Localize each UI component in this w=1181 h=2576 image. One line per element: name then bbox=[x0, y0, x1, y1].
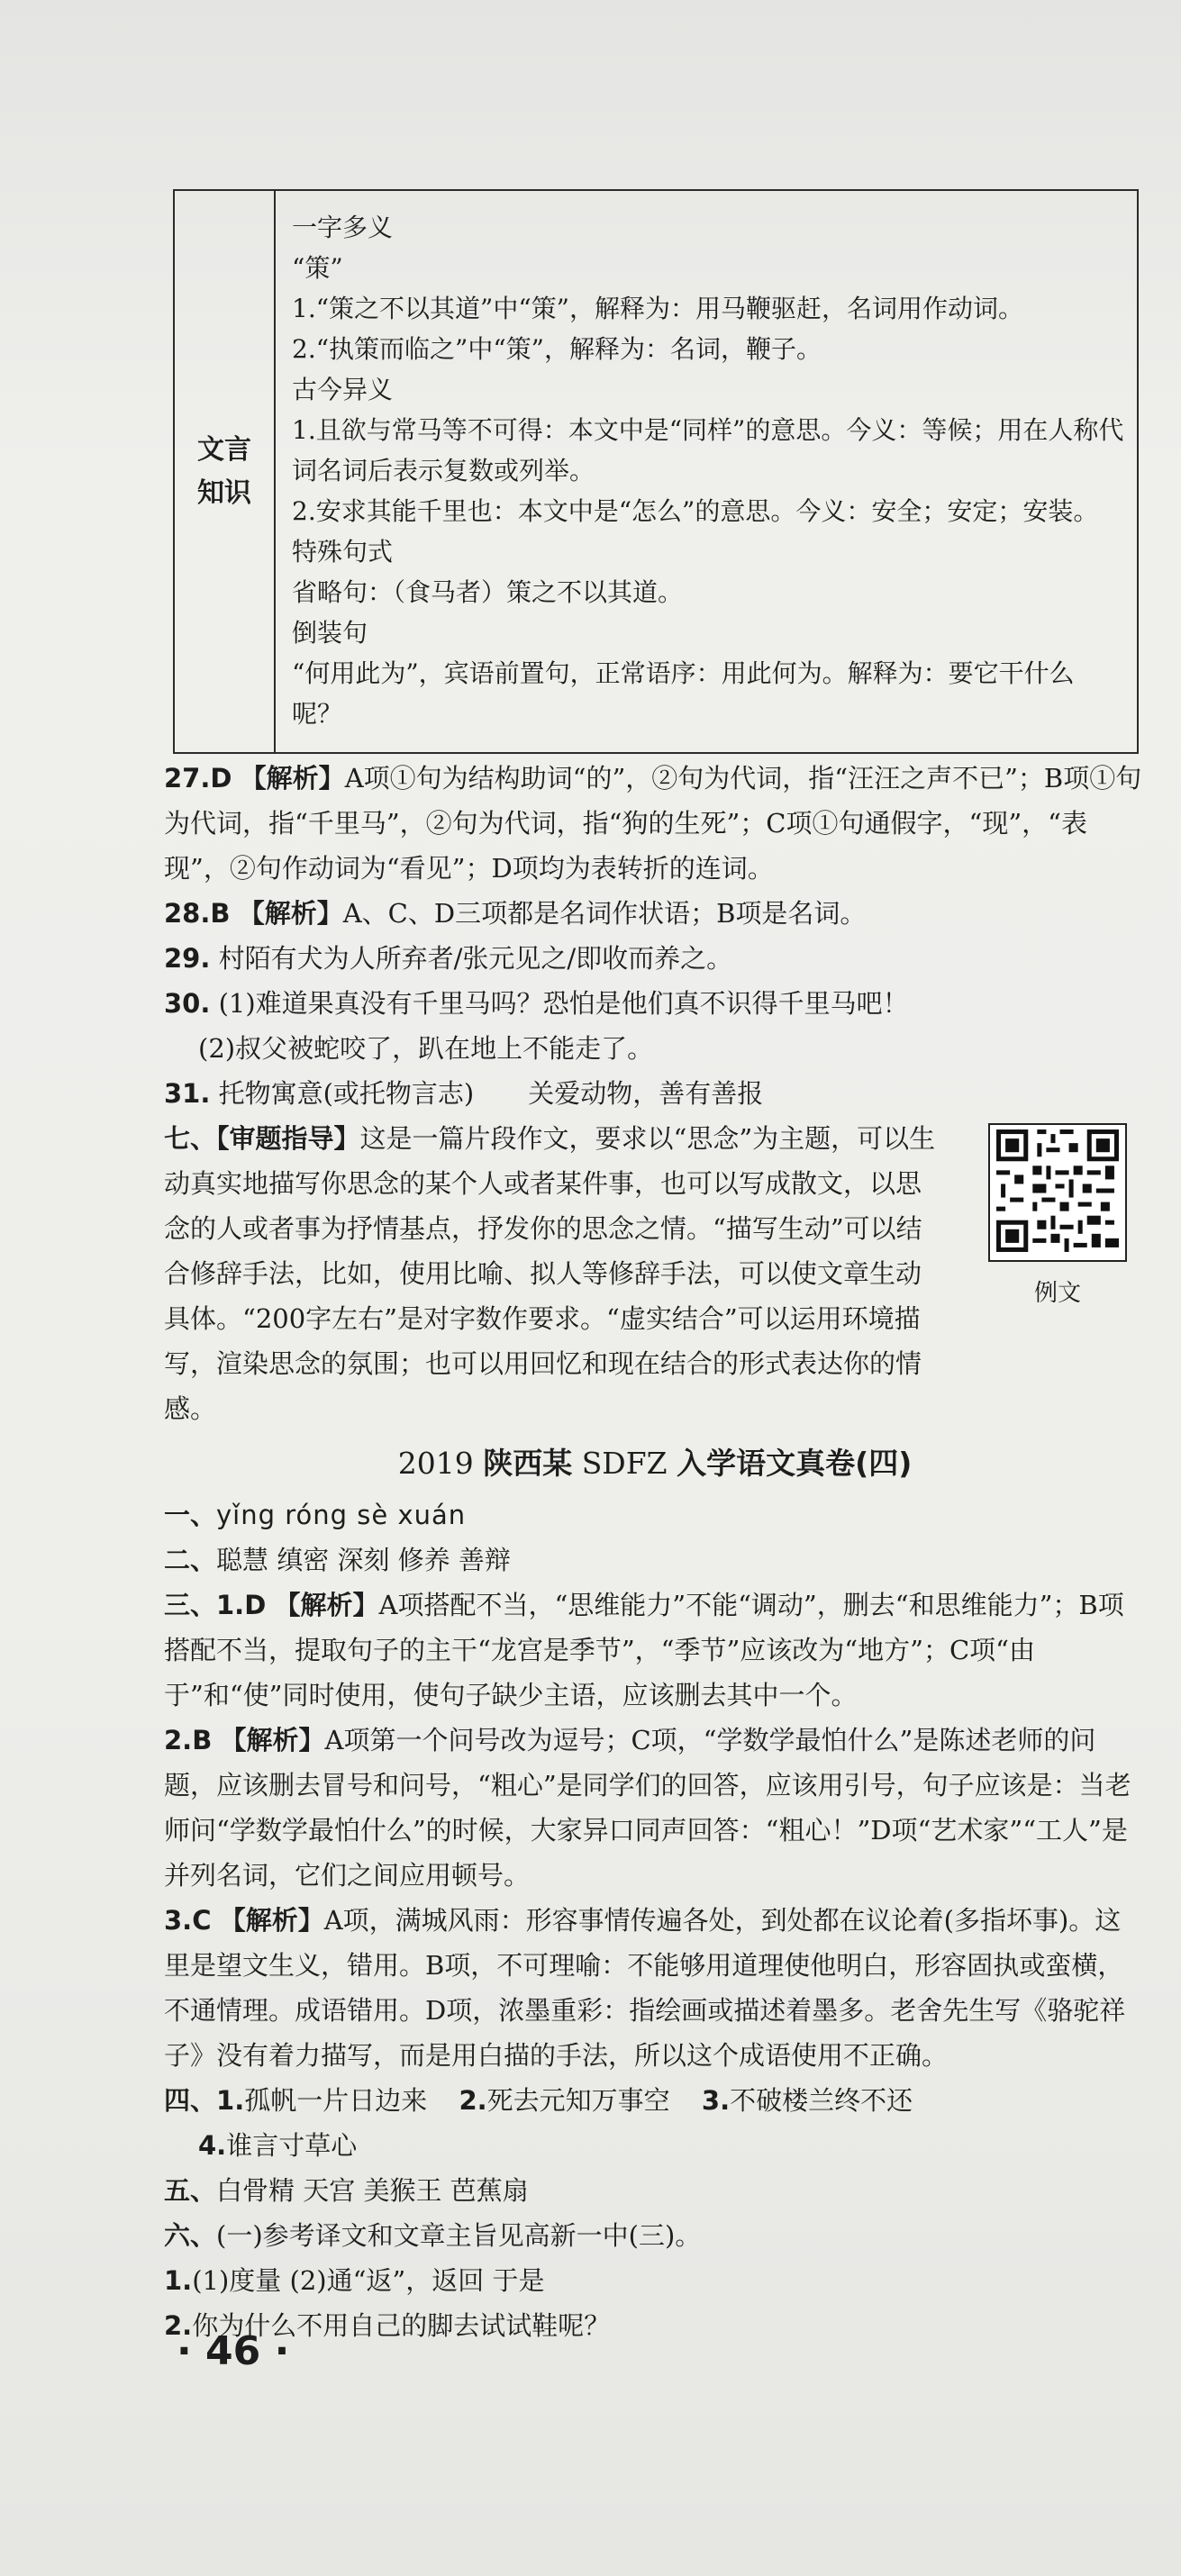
answer-number: 1. bbox=[216, 2085, 245, 2116]
answer-choice: D bbox=[210, 763, 232, 794]
table-line: 2.安求其能千里也：本文中是“怎么”的意思。今义：安全；安定；安装。 bbox=[292, 496, 1099, 526]
section-five bbox=[164, 2168, 1146, 2213]
section-six-2 bbox=[164, 2303, 1146, 2348]
page-number: · 46 · bbox=[177, 2328, 290, 2374]
section-number: 五、 bbox=[164, 2175, 217, 2206]
knowledge-table-body bbox=[276, 191, 1137, 752]
answer-30 bbox=[164, 981, 1146, 1071]
section-number: 四、 bbox=[164, 2085, 217, 2116]
answer-number: 3. bbox=[164, 1905, 193, 1936]
answer-text: (一)参考译文和文章主旨见高新一中(三)。 bbox=[216, 2220, 702, 2251]
table-line: 省略句：（食马者）策之不以其道。 bbox=[292, 577, 684, 607]
section-number: 七、 bbox=[164, 1123, 217, 1154]
knowledge-table-side-label: 文言知识 bbox=[197, 433, 251, 509]
analysis-tag: 【解析】 bbox=[274, 1590, 379, 1620]
guidance-text: 这是一篇片段作文，要求以“思念”为主题，可以生动真实地描写你思念的某个人或者某件事，也可以写成散文，以思念的人或者事为抒情基点，抒发你的思念之情。“描写生动”可以结合修辞手法，比如，使用比喻、拟人等修辞手法，可以使文章生动具体。“200字左右”是对字数作要求。“虚实结合”可以运用环境描写，渲染思念的氛围；也可以用回忆和现在结合的形式表达你的情感。 bbox=[164, 1123, 936, 1424]
section-number: 二、 bbox=[164, 1545, 217, 1575]
answer-text: A项，满城风雨：形容事情传遍各处，到处都在议论着(多指坏事)。这里是望文生义，错用。B项，不可理喻：不能够用道理使他明白，形容固执或蛮横，不通情理。成语错用。D项，浓墨重彩：指绘画或描述着墨多。老舍先生写《骆驼祥子》没有着力描写，而是用白描的手法，所以这个成语使用不正确。 bbox=[164, 1905, 1126, 2071]
answer-number: 2. bbox=[459, 2085, 487, 2116]
answer-number: 30. bbox=[164, 988, 211, 1019]
answer-text: 你为什么不用自己的脚去试试鞋呢？ bbox=[192, 2310, 611, 2341]
answer-text: 关爱动物，善有善报 bbox=[528, 1078, 764, 1109]
answer-text: (1)难道果真没有千里马吗？恐怕是他们真不识得千里马吧！ bbox=[218, 988, 909, 1019]
table-line: 1.“策之不以其道”中“策”，解释为：用马鞭驱赶，名词用作动词。 bbox=[292, 294, 1023, 323]
title-main: 入学语文真卷(四) bbox=[677, 1446, 913, 1481]
section-two bbox=[164, 1537, 1146, 1583]
table-line: 古今异义 bbox=[292, 375, 394, 404]
table-line: “策” bbox=[292, 253, 343, 283]
answer-text: A、C、D三项都是名词作状语；B项是名词。 bbox=[342, 898, 867, 929]
answer-number: 2. bbox=[164, 2310, 193, 2341]
answer-number: 4. bbox=[198, 2130, 227, 2161]
section-one bbox=[164, 1492, 1146, 1537]
table-line: 1.且欲与常马等不可得：本文中是“同样”的意思。今义：等候；用在人称代词名词后表示复数或列举。 bbox=[292, 415, 1124, 485]
answer-text: A项搭配不当，“思维能力”不能“调动”，删去“和思维能力”；B项搭配不当，提取句子的主干“龙宫是季节”，“季节”应该改为“地方”；C项“由于”和“使”同时使用，使句子缺少主语，应该删去其中一个。 bbox=[164, 1590, 1124, 1710]
analysis-tag: 【解析】 bbox=[238, 898, 343, 929]
section-six bbox=[164, 2213, 1146, 2258]
answer-number: 27. bbox=[164, 763, 211, 794]
table-line: “何用此为”，宾语前置句，正常语序：用此何为。解释为：要它干什么呢？ bbox=[292, 658, 1075, 729]
analysis-tag: 【解析】 bbox=[220, 1725, 325, 1755]
writing-guidance bbox=[164, 1116, 939, 1431]
knowledge-table-side bbox=[175, 191, 276, 752]
qr-caption: 例文 bbox=[1033, 1280, 1081, 1307]
table-line: 2.“执策而临之”中“策”，解释为：名词，鞭子。 bbox=[292, 334, 822, 364]
pinyin-answer: yǐng róng sè xuán bbox=[216, 1500, 467, 1530]
answer-text: A项第一个问号改为逗号；C项，“学数学最怕什么”是陈述老师的问题，应该删去冒号和问号，“粗心”是同学们的回答，应该用引号，句子应该是：当老师问“学数学最怕什么”的时候，大家异口同声回答：“粗心！”D项“艺术家”“工人”是并列名词，它们之间应用顿号。 bbox=[164, 1725, 1131, 1891]
answer-text: 白骨精 天宫 美猴王 芭蕉扇 bbox=[216, 2175, 529, 2206]
answer-28 bbox=[164, 891, 1146, 936]
answer-number: 3. bbox=[701, 2085, 731, 2116]
poem-line: 不破楼兰终不还 bbox=[730, 2085, 913, 2116]
title-region: 陕西某 bbox=[483, 1446, 573, 1481]
answer-27 bbox=[164, 756, 1146, 891]
section-number: 一、 bbox=[164, 1500, 217, 1530]
section-number: 三、1. bbox=[164, 1590, 245, 1620]
answer-choice: B bbox=[210, 898, 231, 929]
answer-choice: C bbox=[192, 1905, 212, 1936]
analysis-tag: 【解析】 bbox=[240, 763, 345, 794]
content bbox=[164, 189, 1146, 2348]
answer-text: 村陌有犬为人所弃者/张元见之/即收而养之。 bbox=[218, 943, 733, 974]
poem-line: 谁言寸草心 bbox=[226, 2130, 358, 2161]
answer-text: 托物寓意(或托物言志) bbox=[218, 1078, 475, 1109]
answer-text: A项①句为结构助词“的”，②句为代词，指“汪汪之声不已”；B项①句为代词，指“千里马”，②句为代词，指“狗的生死”；C项①句通假字，“现”，“表现”，②句作动词为“看见”；D项均为表转折的连词。 bbox=[164, 763, 1142, 884]
answer-choice: D bbox=[244, 1590, 267, 1620]
knowledge-table bbox=[173, 189, 1139, 754]
section-four bbox=[164, 2078, 1146, 2168]
answer-number: 31. bbox=[164, 1078, 211, 1109]
qr-code-icon[interactable] bbox=[988, 1123, 1127, 1262]
poem-line: 孤帆一片日边来 bbox=[244, 2085, 428, 2116]
answer-choice: B bbox=[192, 1725, 213, 1755]
answer-text: (2)叔父被蛇咬了，趴在地上不能走了。 bbox=[198, 1033, 654, 1064]
answer-29 bbox=[164, 936, 1146, 981]
title-year: 2019 bbox=[397, 1446, 474, 1481]
guidance-tag: 【审题指导】 bbox=[216, 1123, 360, 1154]
answer-number: 28. bbox=[164, 898, 211, 929]
answer-number: 1. bbox=[164, 2265, 193, 2296]
answer-number: 2. bbox=[164, 1725, 193, 1755]
title-school: SDFZ bbox=[581, 1446, 668, 1481]
table-line: 特殊句式 bbox=[292, 537, 394, 567]
exam-title bbox=[164, 1438, 1146, 1489]
answer-text: (1)度量 (2)通“返”，返回 于是 bbox=[192, 2265, 545, 2296]
section-three-3 bbox=[164, 1898, 1146, 2078]
section-number: 六、 bbox=[164, 2220, 217, 2251]
table-line: 倒装句 bbox=[292, 618, 368, 648]
table-line: 一字多义 bbox=[292, 213, 394, 242]
qr-code-block[interactable] bbox=[986, 1123, 1130, 1316]
answer-31 bbox=[164, 1071, 1146, 1116]
answer-text: 聪慧 缜密 深刻 修养 善辩 bbox=[216, 1545, 511, 1575]
section-three-2 bbox=[164, 1718, 1146, 1898]
analysis-tag: 【解析】 bbox=[219, 1905, 324, 1936]
section-seven bbox=[164, 1116, 1146, 1431]
section-three-1 bbox=[164, 1583, 1146, 1718]
section-six-1 bbox=[164, 2258, 1146, 2303]
poem-line: 死去元知万事空 bbox=[486, 2085, 670, 2116]
answer-number: 29. bbox=[164, 943, 211, 974]
poem-line-4 bbox=[164, 2123, 1146, 2168]
